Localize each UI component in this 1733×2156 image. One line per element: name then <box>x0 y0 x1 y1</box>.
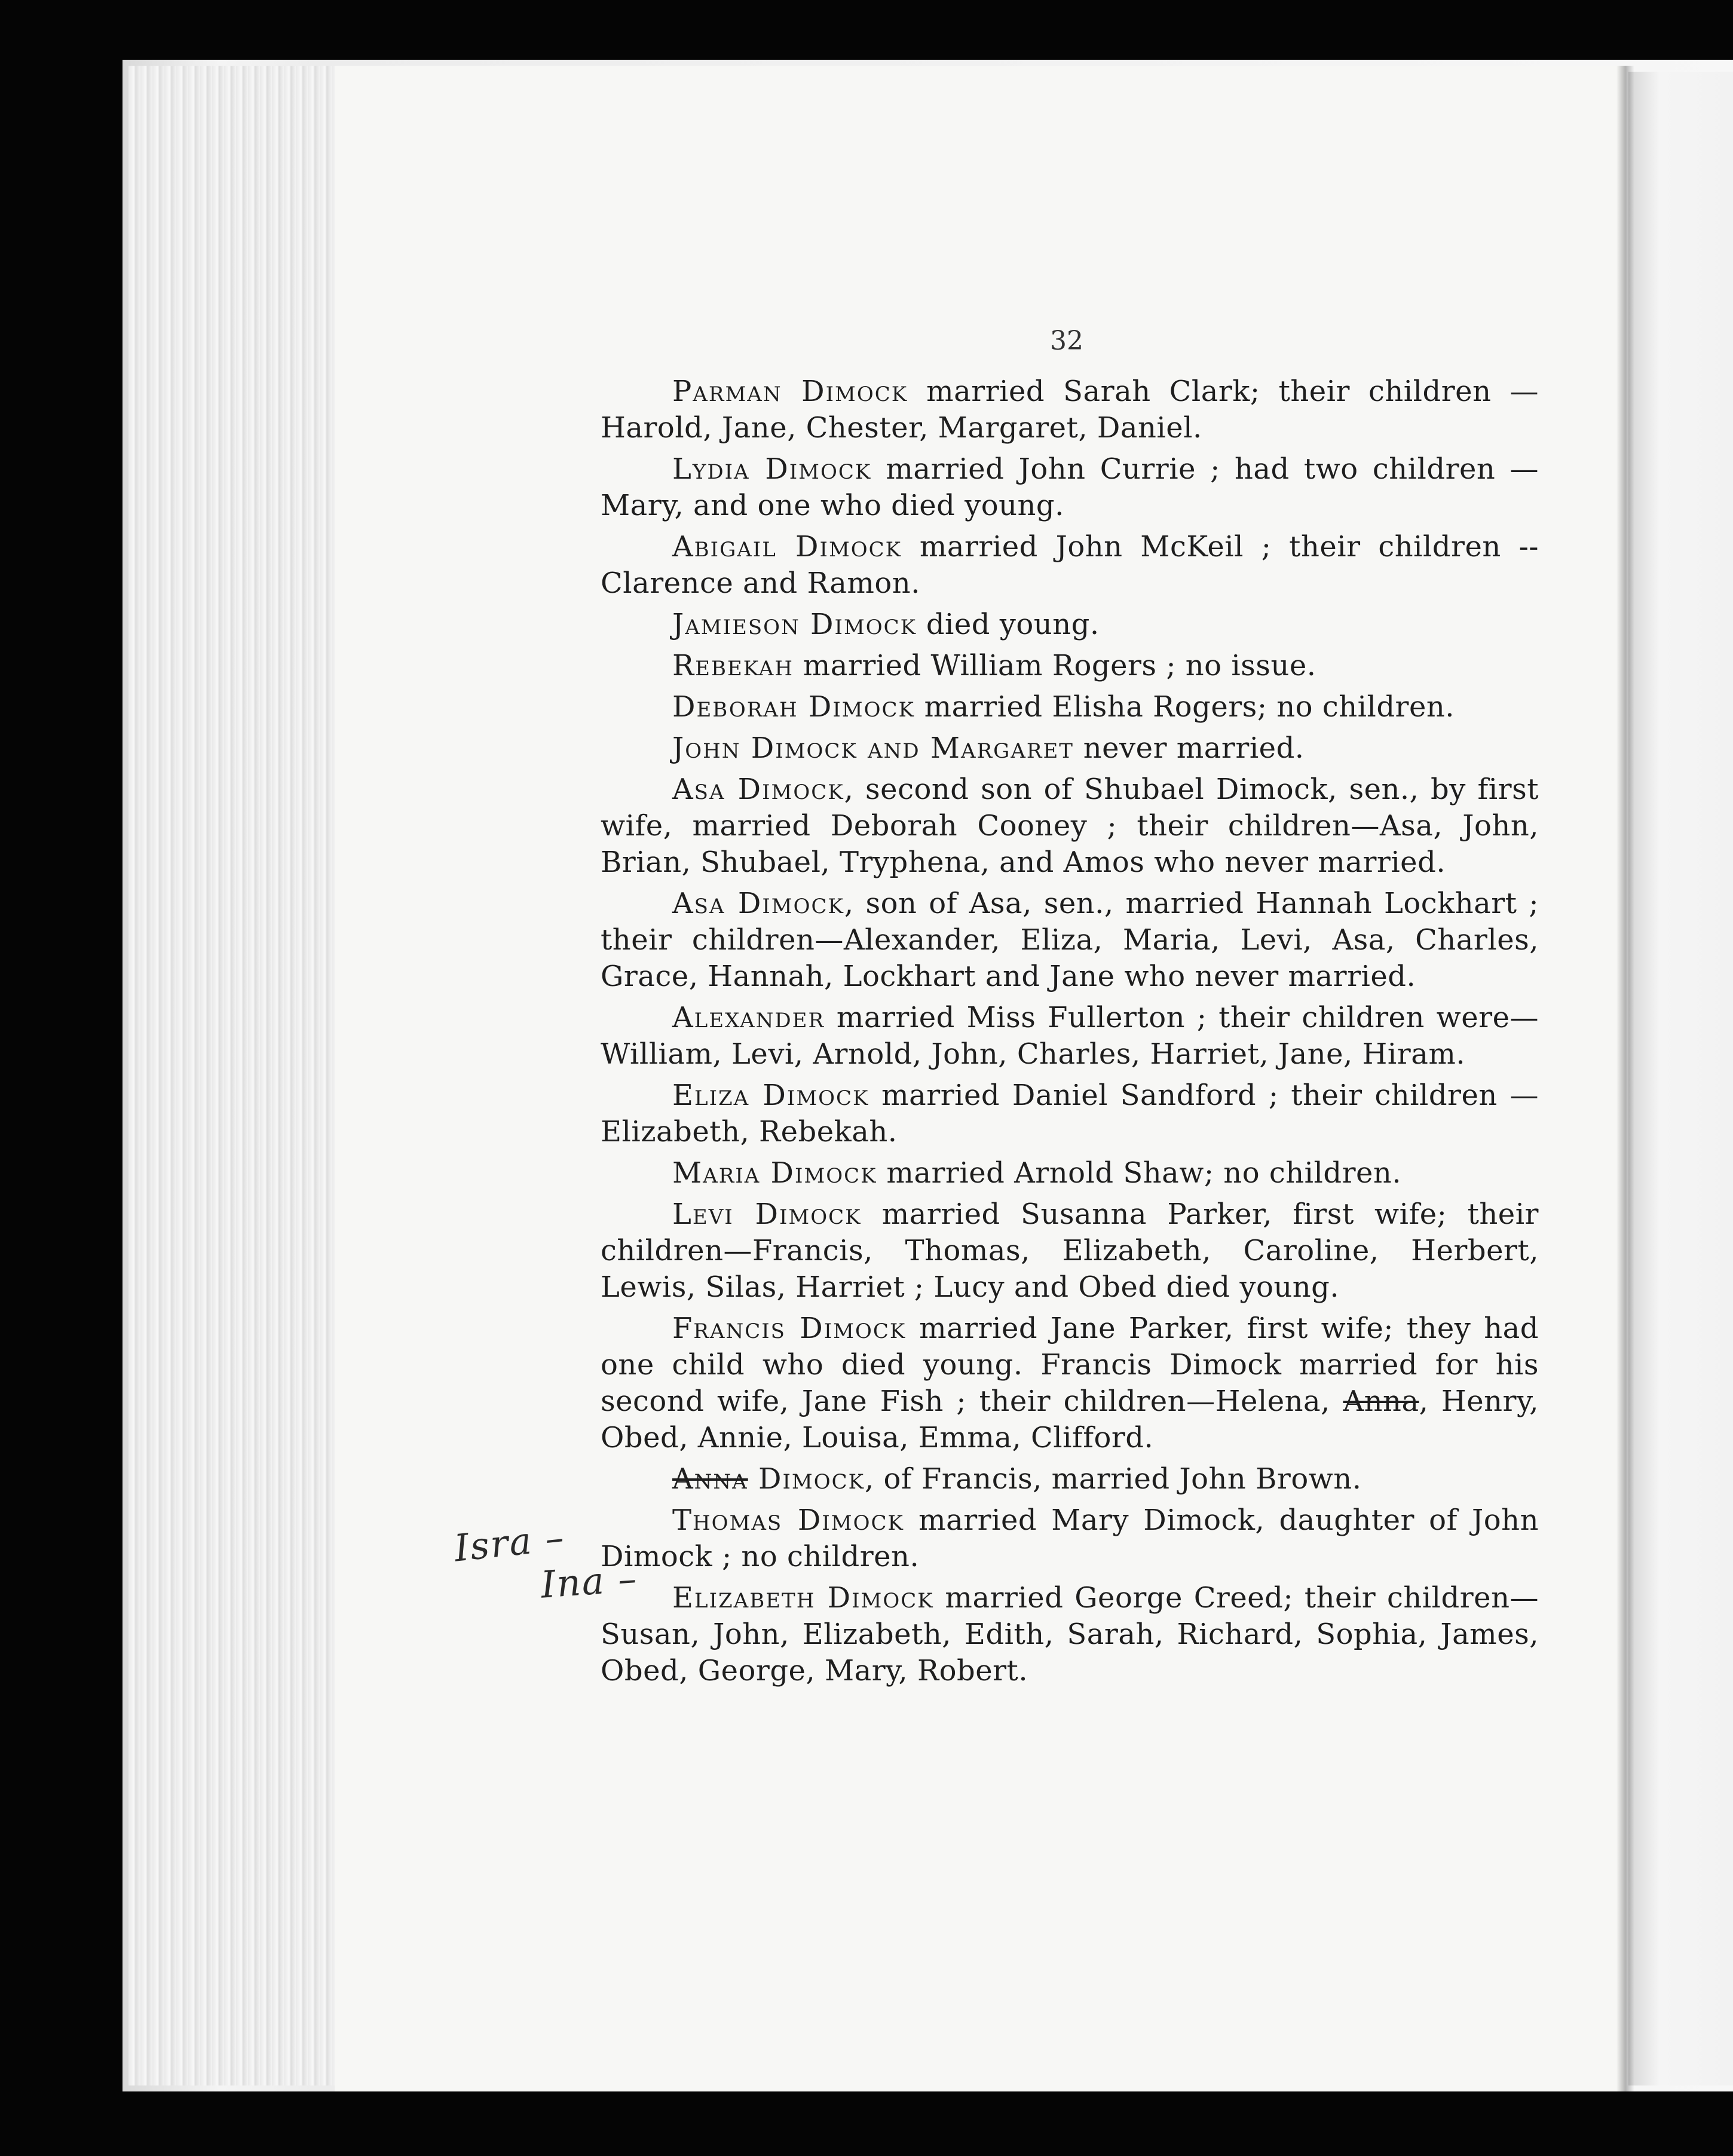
paragraph-text: married Sarah Clark; their children —Harold, Jane, Chester, Margaret, Daniel. <box>601 375 1539 445</box>
person-name: Thomas Dimock <box>672 1503 904 1537</box>
person-name: Asa Dimock <box>672 887 844 920</box>
handwritten-note-2: Ina – <box>539 1556 639 1607</box>
paragraph-text: married Jane Parker, first wife; they had one child who died young. Francis Dimock married for his second wife, Jane Fish ; their children—Helena, <box>601 1312 1539 1418</box>
gutter-shadow <box>1616 66 1634 2091</box>
paragraph-text: married George Creed; their children—Susan, John, Elizabeth, Edith, Sarah, Richard, Sophia, James, Obed, George, Mary, Robert. <box>601 1581 1539 1688</box>
paragraph-deborah <box>601 689 1539 725</box>
facing-page-edge <box>1628 72 1733 2085</box>
paragraph-text: married Mary Dimock, daughter of John Dimock ; no children. <box>601 1503 1539 1573</box>
person-name: Jamieson Dimock <box>672 608 917 641</box>
person-name: Lydia Dimock <box>672 452 872 486</box>
paragraph-eliza <box>601 1077 1539 1150</box>
paragraph-parman <box>601 373 1539 446</box>
person-name: Elizabeth Dimock <box>672 1581 934 1615</box>
person-name: Abigail Dimock <box>672 530 902 564</box>
paragraph-text: died young. <box>917 608 1100 641</box>
person-name: Levi Dimock <box>672 1198 862 1231</box>
struck-name: Anna <box>672 1462 748 1496</box>
paragraph-maria <box>601 1155 1539 1192</box>
paragraph-text: married John Currie ; had two children —Mary, and one who died young. <box>601 452 1539 522</box>
paragraph-text: , second son of Shubael Dimock, sen., by first wife, married Deborah Cooney ; their children—Asa, John, Brian, Shubael, Tryphena, and Amos who never married. <box>601 773 1539 879</box>
paragraph-john-margaret <box>601 730 1539 767</box>
paragraph-text-end: , Henry, Obed, Annie, Louisa, Emma, Clifford. <box>601 1385 1539 1454</box>
person-name: Deborah Dimock <box>672 690 915 724</box>
paragraph-francis <box>601 1310 1539 1456</box>
page-stack-edges <box>128 66 368 2085</box>
person-name: Dimock <box>748 1462 865 1496</box>
paragraph-jamieson <box>601 607 1539 643</box>
paragraph-text: married Elisha Rogers; no children. <box>914 690 1455 724</box>
person-name: John Dimock and Margaret <box>672 731 1074 765</box>
person-name: Asa Dimock <box>672 773 844 806</box>
paragraph-asa-son <box>601 886 1539 995</box>
paragraph-text: married Arnold Shaw; no children. <box>877 1156 1402 1190</box>
paragraph-text: married William Rogers ; no issue. <box>794 649 1316 682</box>
paragraph-levi <box>601 1196 1539 1306</box>
paragraph-text: married Miss Fullerton ; their children were—William, Levi, Arnold, John, Charles, Harriet, Jane, Hiram. <box>601 1001 1539 1071</box>
paragraph-anna <box>601 1461 1539 1497</box>
person-name: Rebekah <box>672 649 794 682</box>
genealogy-text <box>601 373 1539 1694</box>
paragraph-alexander <box>601 1000 1539 1073</box>
person-name: Francis Dimock <box>672 1312 907 1345</box>
paragraph-elizabeth <box>601 1580 1539 1689</box>
page-number: 32 <box>1050 326 1083 356</box>
paragraph-text: married Daniel Sandford ; their children —Elizabeth, Rebekah. <box>601 1079 1539 1149</box>
paragraph-text: married John McKeil ; their children --Clarence and Ramon. <box>601 530 1539 600</box>
paragraph-asa-second-son <box>601 771 1539 881</box>
person-name: Parman Dimock <box>672 375 908 408</box>
person-name: Eliza Dimock <box>672 1079 869 1112</box>
paragraph-thomas <box>601 1502 1539 1575</box>
person-name: Maria Dimock <box>672 1156 877 1190</box>
paragraph-text: married Susanna Parker, first wife; their children—Francis, Thomas, Elizabeth, Caroline, Herbert, Lewis, Silas, Harriet ; Lucy and Obed died young. <box>601 1198 1539 1304</box>
paragraph-rebekah <box>601 648 1539 684</box>
struck-name: Anna <box>1343 1385 1419 1418</box>
paragraph-text: , of Francis, married John Brown. <box>865 1462 1362 1496</box>
paragraph-text: never married. <box>1073 731 1305 765</box>
handwritten-note-1: Isra – <box>452 1515 567 1570</box>
paragraph-lydia <box>601 451 1539 524</box>
paragraph-text: , son of Asa, sen., married Hannah Lockhart ; their children—Alexander, Eliza, Maria, Levi, Asa, Charles, Grace, Hannah, Lockhart and Jane who never married. <box>601 887 1539 993</box>
person-name: Alexander <box>672 1001 825 1034</box>
paragraph-abigail <box>601 529 1539 602</box>
